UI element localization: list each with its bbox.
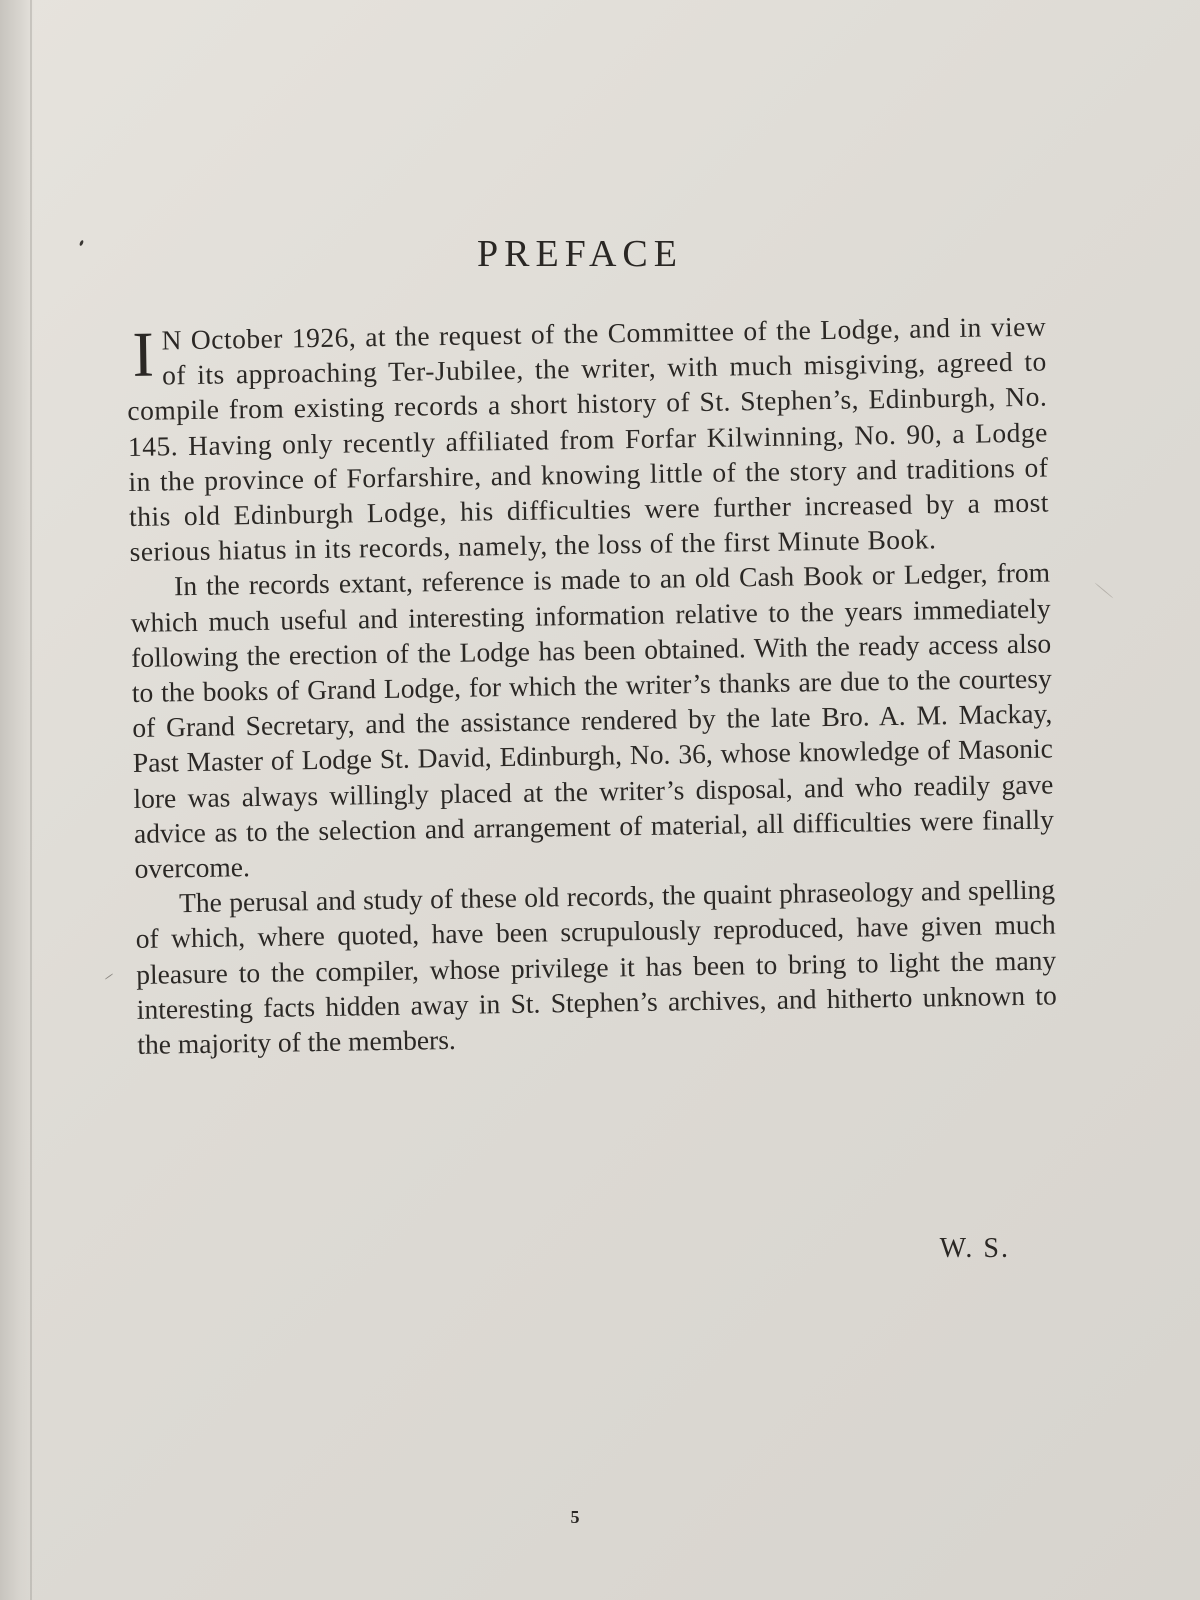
page-number: 5	[570, 1507, 580, 1527]
page-title: PREFACE	[476, 233, 683, 275]
paragraph-1-text: N October 1926, at the request of the Committee of the Lodge, and in view of its approaching Ter-Jubilee, the writer, with much misgiving, agreed to compile from existing records a short history of St. Stephen’s, Edinburgh, No. 145. Having only recently affiliated from Forfar Kilwinning, No. 90, a Lodge in the province of Forfarshire, and knowing little of the story and traditions of this old Edinburgh Lodge, his difficulties were further increased by a most serious hiatus in its records, namely, the loss of the first Minute Book.	[127, 310, 1050, 568]
paragraph-1	[126, 309, 1050, 570]
drop-cap: I	[131, 318, 155, 390]
author-initials: W. S.	[939, 1233, 1010, 1264]
pencil-mark	[105, 973, 114, 980]
paragraph-2: In the records extant, reference is made to an old Cash Book or Ledger, from which much useful and interesting information relative to the years immediately following the erection of the Lodge has been obtained. With the ready access also to the books of Grand Lodge, for which the writer’s thanks are due to the courtesy of Grand Secretary, and the assistance rendered by the late Bro. A. M. Mackay, Past Master of Lodge St. David, Edinburgh, No. 36, whose knowledge of Masonic lore was always willingly placed at the writer’s disposal, and who readily gave advice as to the selection and arrangement of material, all difficulties were finally overcome.	[130, 556, 1055, 884]
paper-crease	[1094, 582, 1113, 598]
paragraph-3: The perusal and study of these old records, the quaint phraseology and spelling of which, where quoted, have been scrupulously reproduced, have given much pleasure to the compiler, whose privilege it has been to bring to light the many interesting facts hidden away in St. Stephen’s archives, and hitherto unknown to the majority of the members.	[135, 873, 1057, 1060]
preface-body	[126, 309, 1057, 1063]
